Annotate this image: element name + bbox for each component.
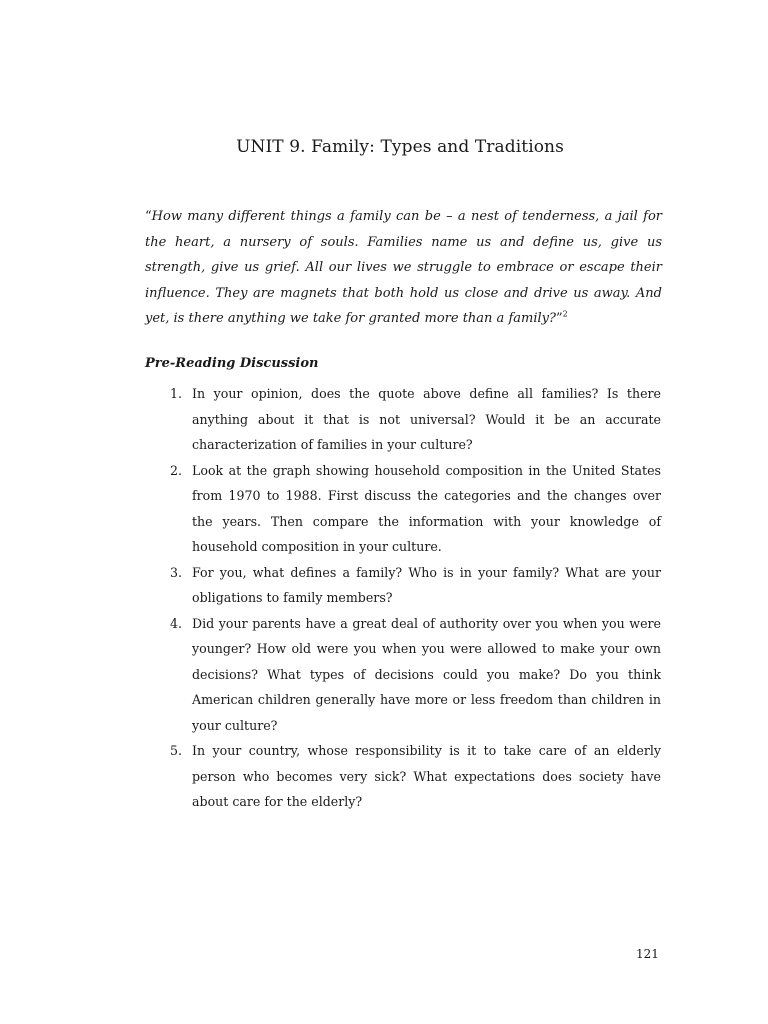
quote-text: How many different things a family can be – a nest of tenderness, a jail for the heart, a nursery of souls. Families name us and define us, give us strength, give us grief. All our lives we struggle to embrace or escape their influence. They are magnets that both hold us close and drive us away. And yet, is there anything we take for granted more than a family?: [145, 209, 662, 326]
section-heading: Pre-Reading Discussion: [145, 356, 319, 371]
footnote-reference: 2: [562, 309, 568, 319]
discussion-question: [145, 560, 661, 611]
epigraph-quote: [145, 204, 662, 332]
question-text: Look at the graph showing household composition in the United States from 1970 to 1988. First discuss the categories and the changes over the years. Then compare the information with your knowledge of household composition in your culture.: [192, 462, 661, 554]
question-number: 5.: [170, 743, 183, 758]
discussion-question: [145, 738, 661, 815]
page-number: 121: [636, 947, 659, 961]
question-number: 4.: [170, 615, 183, 631]
question-number: 3.: [170, 564, 183, 580]
discussion-question: [145, 458, 661, 560]
question-text: For you, what defines a family? Who is in your family? What are your obligations to family members?: [192, 564, 661, 605]
quote-open-mark: “: [145, 209, 152, 224]
question-text: In your opinion, does the quote above define all families? Is there anything about it that is not universal? Would it be an accurate characterization of families in your culture?: [192, 386, 661, 452]
discussion-question: [145, 381, 661, 458]
quote-close-mark: ”: [555, 311, 563, 326]
discussion-question-list: [145, 381, 661, 815]
discussion-question: [145, 611, 661, 739]
question-text: Did your parents have a great deal of authority over you when you were younger? How old were you when you were allowed to make your own decisions? What types of decisions could you make? Do you think American children generally have more or less freedom than children in your culture?: [192, 615, 661, 733]
question-number: 1.: [170, 386, 183, 401]
question-text: In your country, whose responsibility is it to take care of an elderly person who becomes very sick? What expectations does society have about care for the elderly?: [192, 743, 661, 809]
unit-title: UNIT 9. Family: Types and Traditions: [236, 137, 564, 157]
question-number: 2.: [170, 462, 183, 478]
